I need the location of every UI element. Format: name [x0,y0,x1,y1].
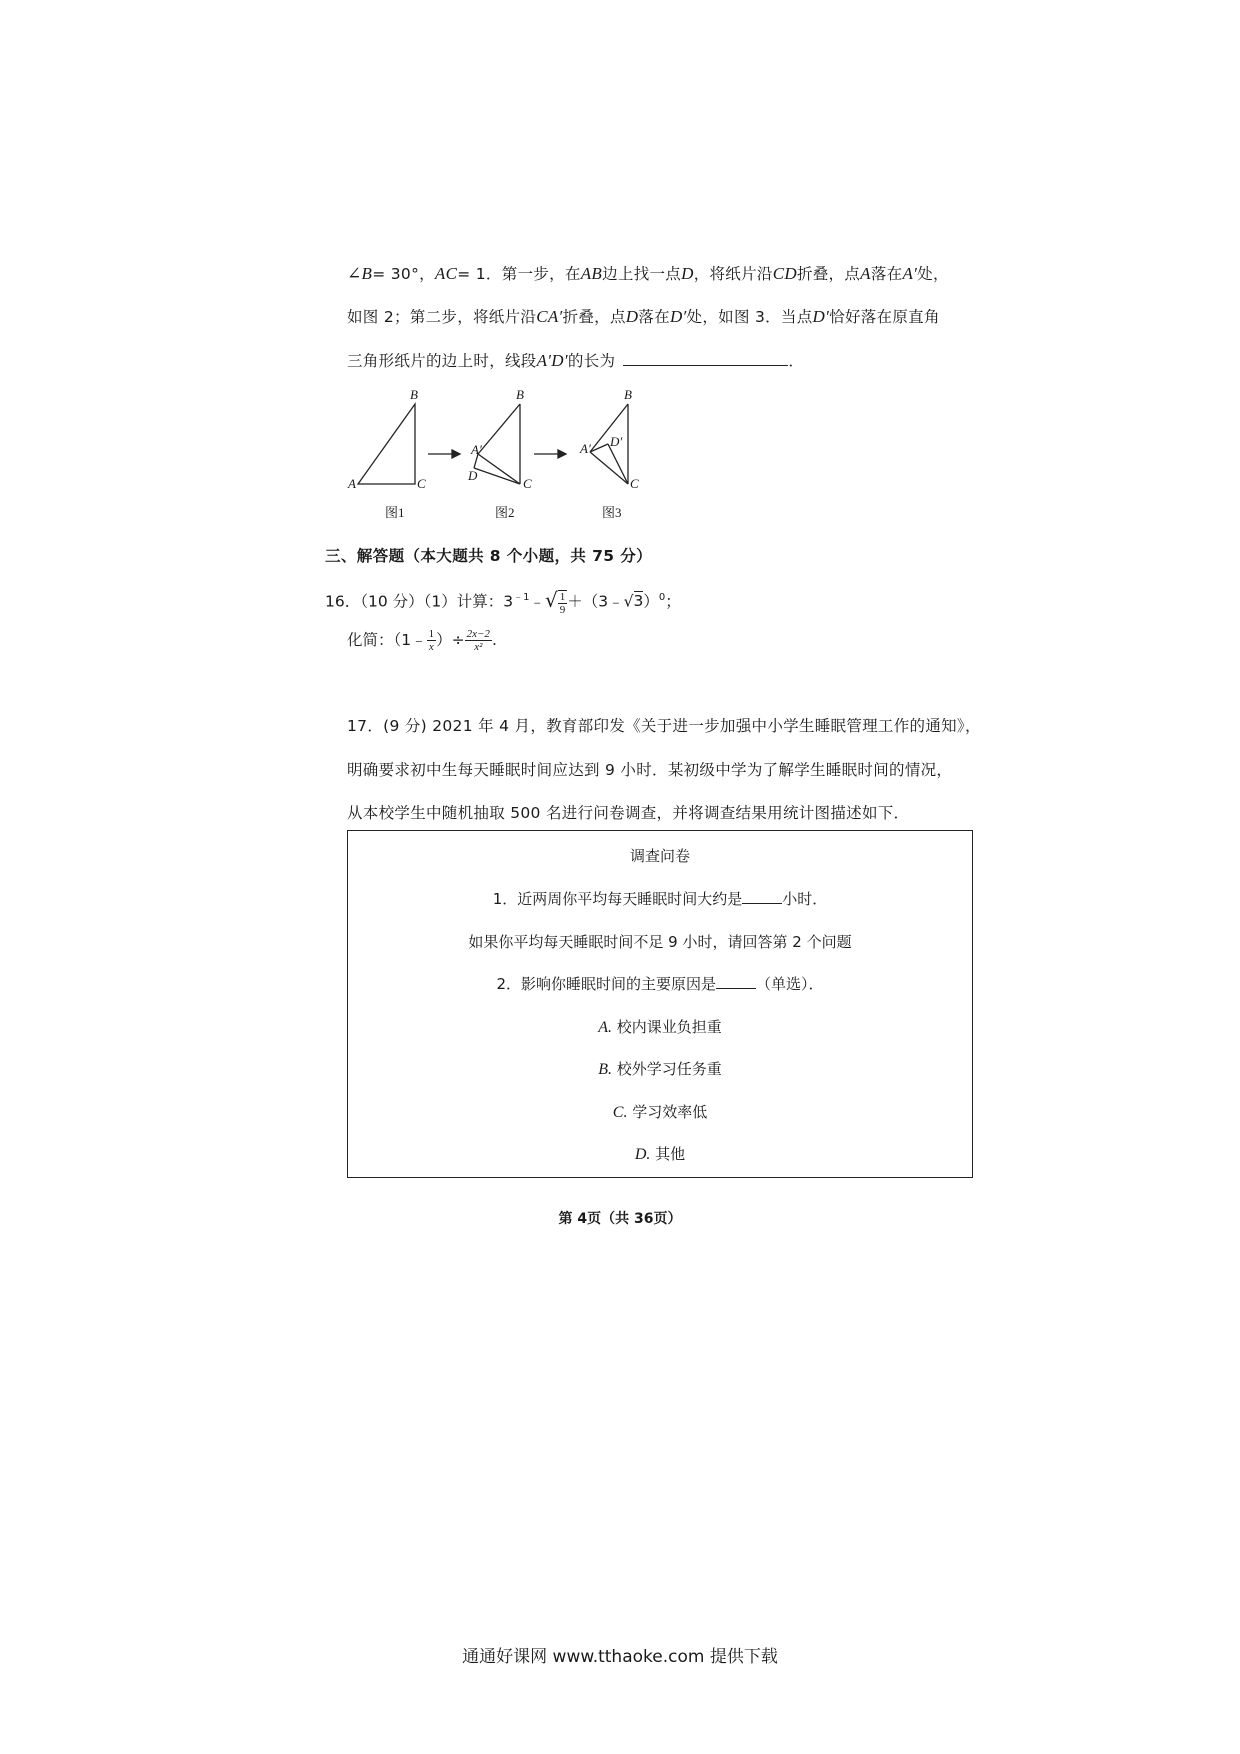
questionnaire-title: 调查问卷 [629,847,690,865]
option-text: 校外学习任务重 [616,1060,722,1078]
answer-blank [623,351,788,366]
var-ab: AB [580,264,603,283]
fold-figures [348,387,650,527]
text: ﹣ [529,592,545,611]
text: . [491,631,497,649]
option-letter: B. [598,1061,612,1078]
fig2-label-c: C [523,476,532,491]
var-d: D [681,264,694,283]
fig2-side-dc [474,468,520,484]
var-a: A [860,264,871,283]
questionnaire-box [347,830,973,1178]
text: （单选）． [756,975,824,993]
text: 16．（10 分）（1）计算：3 [325,592,514,611]
fig1-caption: 图1 [385,505,405,520]
fig1-label-a: A [348,476,356,491]
text: ） [643,592,659,611]
fig2-caption: 图2 [495,505,515,520]
fig2-label-b: B [516,387,524,402]
fig3-side-ac [590,452,628,484]
frac-den: x [428,641,434,653]
frac-num: 1 [559,590,566,603]
var-ca: CA′ [536,307,563,326]
option-letter: C. [612,1104,628,1121]
text: 1．近两周你平均每天睡眠时间大约是 [492,890,743,908]
var-cd: CD [772,264,797,283]
option-letter: A. [598,1019,612,1036]
answer-blank [716,976,756,989]
fig3-label-dprime: D′ [610,434,623,449]
exponent: ﹣1 [513,592,530,604]
q17-line3: 从本校学生中随机抽取 500 名进行问卷调查，并将调查结果用统计图描述如下． [347,804,910,822]
text: ）÷ [436,631,465,649]
footer-watermark: 通通好课网 www.tthaoke.com 提供下载 [462,1647,778,1667]
frac-num: 1 [428,628,435,640]
section-title: 三、解答题（本大题共 8 个小题，共 75 分） [325,547,653,565]
text: ，将纸片沿 [693,265,773,283]
questionnaire-note: 如果你平均每天睡眠时间不足 9 小时，请回答第 2 个问题 [468,933,852,951]
text: 处， [917,265,949,283]
fig3-label-aprime: A′ [580,441,591,456]
frac-den: x² [474,641,483,653]
text: = 1．第一步，在 [457,265,581,283]
option-b [348,1058,972,1079]
problem15-line2 [347,305,940,327]
text: 落在 [638,308,670,326]
sqrt-value: 3 [633,592,644,611]
fig3-label-c: C [630,476,639,491]
text: 三角形纸片的边上时，线段 [347,352,537,370]
text: 边上找一点 [602,265,682,283]
questionnaire-q1 [348,888,972,909]
option-letter: D. [634,1146,651,1163]
option-d [348,1143,972,1164]
fig2-label-d: D [468,468,478,483]
text: ； [665,592,681,611]
fig3-label-b: B [624,387,632,402]
option-text: 学习效率低 [632,1103,708,1121]
text: ＋（3﹣ [567,592,624,611]
option-text: 其他 [655,1145,686,1163]
var-dprime: D′ [669,307,687,326]
fig2-side-ba [478,404,520,454]
fig1-label-b: B [410,387,418,402]
fig2-label-aprime: A′ [471,442,482,457]
fig3-caption: 图3 [602,505,622,520]
q16-line1: 16．（10 分）（1）计算：$3^{﹣1}﹣√$ $\frac{1}{9}$ ＋（3﹣√3）$^0$； [325,588,681,616]
text: 化简：（1﹣ [347,631,427,649]
page-number: 第 4页（共 36页） [558,1211,682,1227]
arrow-1-head [452,450,460,458]
var-d: D [625,307,639,326]
arrow-2-head [558,450,566,458]
text: 折叠，点 [796,265,861,283]
angle-symbol: ∠B [347,264,373,283]
text: 如图 2；第二步，将纸片沿 [347,308,537,326]
text: 小时． [782,890,828,908]
option-a [348,1016,972,1037]
option-text: 校内课业负担重 [616,1018,722,1036]
q17-line1: 17．(9 分) 2021 年 4 月，教育部印发《关于进一步加强中小学生睡眠管理工作的通知》， [347,717,981,735]
sqrt-fraction: √ $\frac{1}{9}$ [545,588,566,616]
text: 恰好落在原直角 [829,308,940,326]
text: 2．影响你睡眠时间的主要原因是 [496,975,717,993]
fraction-2x-minus-2 [465,628,492,653]
fig1-triangle [358,404,415,484]
answer-blank [742,891,782,904]
frac-den: 9 [559,603,566,616]
fraction-1-over-x [427,628,437,653]
text: 处，如图 3．当点 [686,308,813,326]
var-ac: AC [434,264,458,283]
fig3-side-dc [608,444,628,484]
var-dprime: D′ [812,307,830,326]
questionnaire-q2 [348,973,972,994]
var-aprime: A′ [902,264,918,283]
text: 的长为 [567,352,616,370]
exponent: 0 [658,592,666,604]
problem15-line1 [347,262,949,284]
fig1-label-c: C [417,476,426,491]
q17-line2: 明确要求初中生每天睡眠时间应达到 9 小时．某初级中学为了解学生睡眠时间的情况， [347,761,953,779]
var-segment: A′D′ [536,351,568,370]
option-c [348,1101,972,1122]
fig2-side-ac [478,454,520,484]
q16-line2 [347,628,497,653]
text: 折叠，点 [562,308,626,326]
text: 落在 [870,265,903,283]
frac-num: 2x−2 [466,628,490,640]
text: = 30°， [372,265,435,283]
problem15-line3 [347,349,804,371]
text: ． [788,352,805,370]
